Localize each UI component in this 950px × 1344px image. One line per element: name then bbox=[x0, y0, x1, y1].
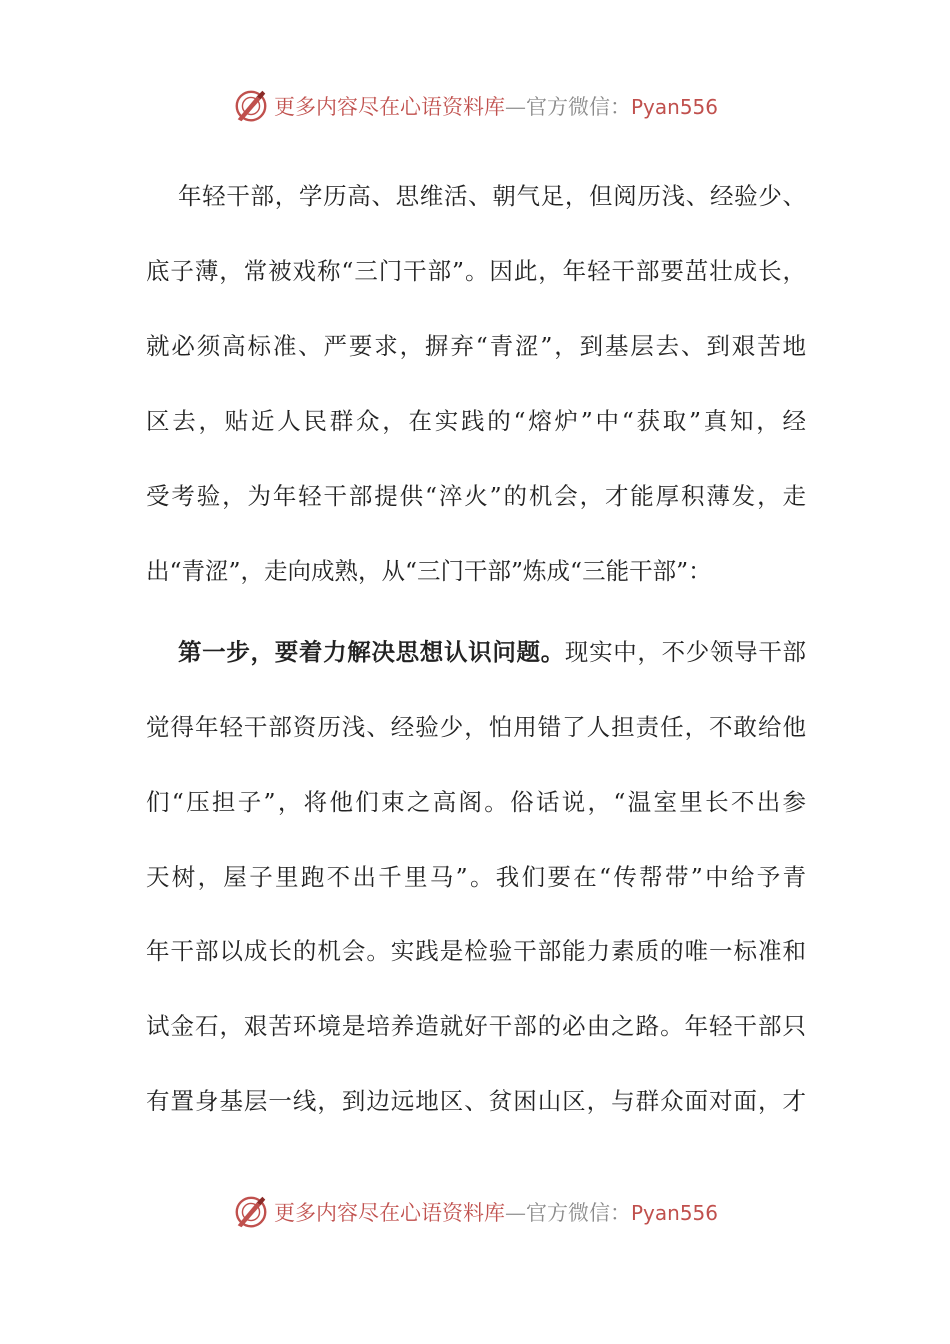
wechat-id: Pyan556 bbox=[630, 1201, 718, 1225]
paragraph2-first-line-rest: 现实中，不少领导干部 bbox=[564, 638, 807, 666]
paragraph1-line-6: 出“青涩”，走向成熟，从“三门干部”炼成“三能干部”： bbox=[146, 557, 712, 585]
pen-circle-icon bbox=[232, 1193, 270, 1231]
banner-text bbox=[274, 91, 718, 121]
footer-banner bbox=[0, 1190, 950, 1234]
paragraph2-line-6: 试金石，艰苦环境是培养造就好干部的必由之路。年轻干部只 bbox=[146, 1012, 806, 1040]
paragraph1-line-5: 受考验，为年轻干部提供“淬火”的机会，才能厚积薄发，走 bbox=[146, 482, 806, 510]
paragraph1-line-2: 底子薄，常被戏称“三门干部”。因此，年轻干部要茁壮成长， bbox=[146, 257, 806, 285]
paragraph2-heading: 第一步，要着力解决思想认识问题。 bbox=[178, 638, 565, 666]
paragraph2-line-3: 们“压担子”，将他们束之高阁。俗话说，“温室里长不出参 bbox=[146, 788, 806, 816]
paragraph2-line-4: 天树，屋子里跑不出千里马”。我们要在“传帮带”中给予青 bbox=[146, 863, 806, 891]
paragraph2-line-7: 有置身基层一线，到边远地区、贫困山区，与群众面对面，才 bbox=[146, 1087, 806, 1115]
pen-circle-icon bbox=[232, 87, 270, 125]
paragraph1-line-4: 区去，贴近人民群众，在实践的“熔炉”中“获取”真知，经 bbox=[146, 407, 806, 435]
site-text: 更多内容尽在心语资料库 bbox=[273, 1201, 505, 1225]
paragraph1-line-3: 就必须高标准、严要求，摒弃“青涩”，到基层去、到艰苦地 bbox=[146, 332, 806, 360]
paragraph1-line-1: 年轻干部，学历高、思维活、朝气足，但阅历浅、经验少、 bbox=[178, 182, 806, 210]
wechat-id: Pyan556 bbox=[630, 95, 718, 119]
banner-text bbox=[274, 1197, 718, 1227]
dash: — bbox=[504, 1201, 526, 1225]
paragraph2-line-5: 年干部以成长的机会。实践是检验干部能力素质的唯一标准和 bbox=[146, 937, 806, 965]
paragraph2-line-2: 觉得年轻干部资历浅、经验少，怕用错了人担责任，不敢给他 bbox=[146, 713, 806, 741]
dash: — bbox=[504, 95, 526, 119]
wechat-label: 官方微信： bbox=[525, 95, 631, 119]
paragraph2-line-1 bbox=[178, 637, 806, 667]
header-banner bbox=[0, 84, 950, 128]
site-text: 更多内容尽在心语资料库 bbox=[273, 95, 505, 119]
wechat-label: 官方微信： bbox=[525, 1201, 631, 1225]
